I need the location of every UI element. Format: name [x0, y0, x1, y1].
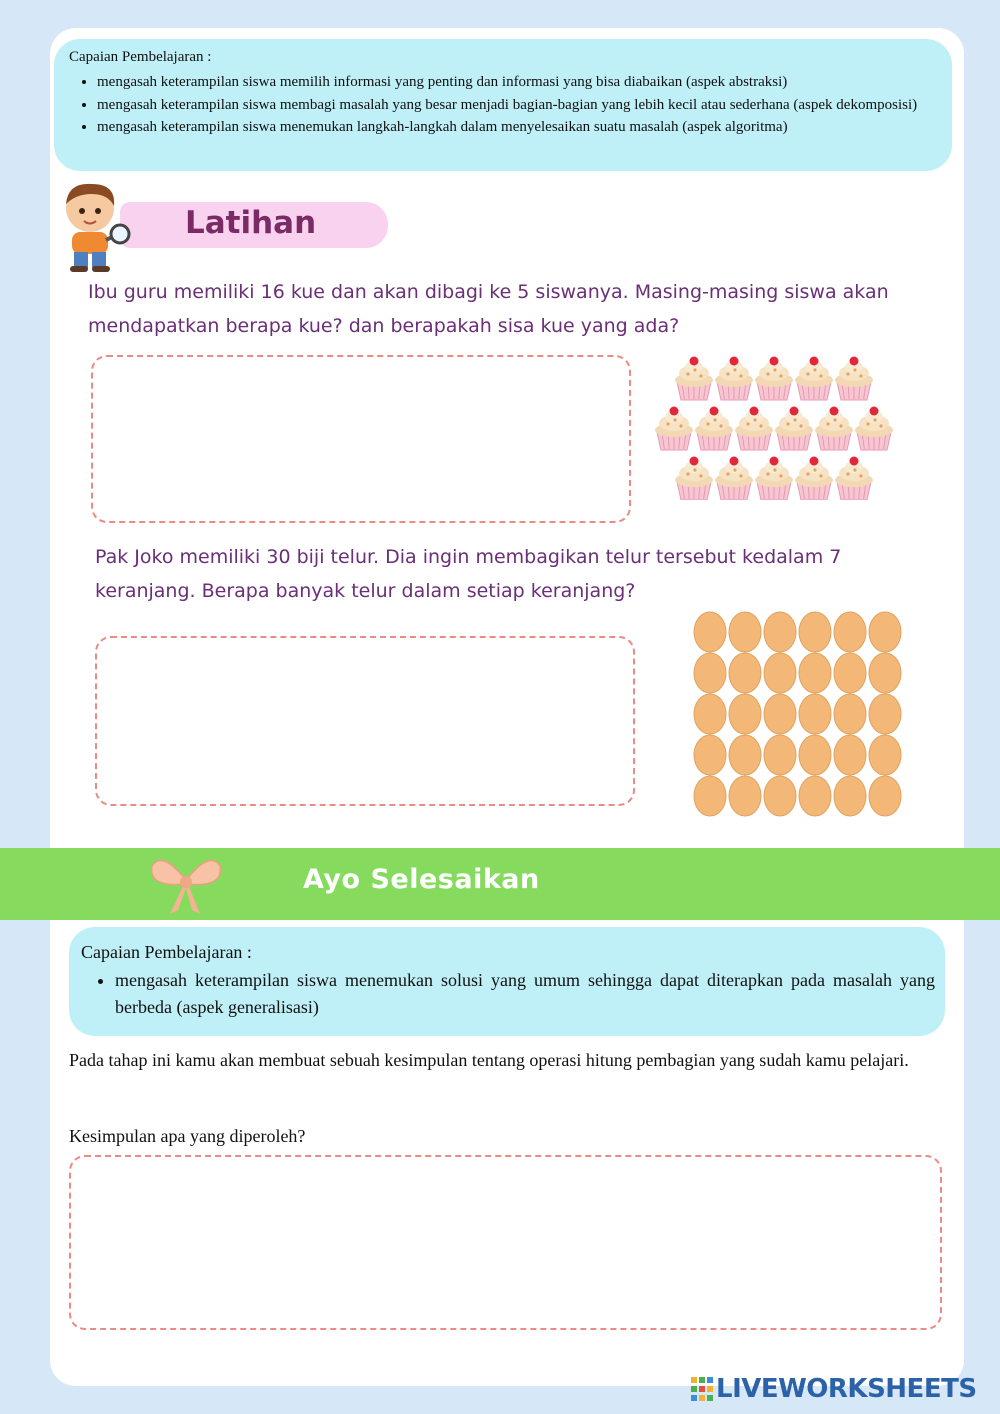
- egg: [834, 735, 866, 775]
- cupcakes-illustration: [652, 348, 897, 500]
- objective-item: • mengasah keterampilan siswa menemukan solusi yang umum sehingga dapat diterapkan pada masalah yang berbeda (aspek generalisasi): [115, 967, 935, 1021]
- cupcake: [855, 407, 893, 451]
- conclusion-question: Kesimpulan apa yang diperoleh?: [69, 1126, 306, 1146]
- boy-magnifier-icon: [48, 178, 132, 274]
- objective-item: • mengasah keterampilan siswa memilih informasi yang penting dan informasi yang bisa diabaikan (aspek abstraksi): [97, 71, 937, 94]
- ayo-selesaikan-title: Ayo Selesaikan: [303, 864, 540, 895]
- egg: [694, 735, 726, 775]
- instruction-paragraph: Pada tahap ini kamu akan membuat sebuah kesimpulan tentang operasi hitung pembagian yang sudah kamu pelajari.: [69, 1050, 909, 1070]
- egg: [694, 694, 726, 734]
- egg: [694, 612, 726, 652]
- question-2: Pak Joko memiliki 30 biji telur. Dia ingin membagikan telur tersebut kedalam 7 keranjang. Berapa banyak telur dalam setiap keranjang?: [95, 546, 842, 602]
- learning-objectives-top: [54, 39, 952, 171]
- cupcake: [655, 407, 693, 451]
- cupcake: [715, 457, 753, 501]
- egg: [799, 694, 831, 734]
- objective-item: • mengasah keterampilan siswa membagi masalah yang besar menjadi bagian-bagian yang lebih kecil atau sederhana (aspek dekomposisi): [97, 94, 937, 117]
- egg: [834, 694, 866, 734]
- cupcake: [835, 457, 873, 501]
- cupcake: [755, 457, 793, 501]
- answer-box-1[interactable]: [91, 355, 631, 523]
- cupcake: [835, 357, 873, 401]
- question-1: Ibu guru memiliki 16 kue dan akan dibagi ke 5 siswanya. Masing-masing siswa akan mendapatkan berapa kue? dan berapakah sisa kue yang ada?: [88, 281, 889, 337]
- egg: [799, 735, 831, 775]
- egg: [869, 776, 901, 816]
- cupcake: [675, 457, 713, 501]
- egg: [869, 735, 901, 775]
- egg: [764, 653, 796, 693]
- objectives-title: Capaian Pembelajaran :: [69, 49, 212, 65]
- egg: [694, 653, 726, 693]
- objectives-list: [81, 71, 937, 139]
- cupcake: [735, 407, 773, 451]
- egg: [729, 735, 761, 775]
- answer-box-2[interactable]: [95, 636, 635, 806]
- egg: [694, 776, 726, 816]
- liveworksheets-logo-icon: [691, 1377, 713, 1401]
- egg: [799, 776, 831, 816]
- egg: [764, 694, 796, 734]
- liveworksheets-logo: [691, 1373, 977, 1405]
- egg: [729, 653, 761, 693]
- egg: [729, 776, 761, 816]
- objective-item: • mengasah keterampilan siswa menemukan langkah-langkah dalam menyelesaikan suatu masalah (aspek algoritma): [97, 116, 937, 139]
- egg: [729, 694, 761, 734]
- cupcake: [795, 457, 833, 501]
- objectives-list: [99, 967, 935, 1021]
- eggs-illustration: [690, 610, 902, 818]
- bow-icon: [148, 848, 224, 918]
- liveworksheets-logo-text: LIVEWORKSHEETS: [716, 1374, 977, 1404]
- egg: [729, 612, 761, 652]
- egg: [869, 612, 901, 652]
- cupcake: [815, 407, 853, 451]
- egg: [764, 776, 796, 816]
- objectives-title: Capaian Pembelajaran :: [81, 942, 252, 962]
- egg: [799, 653, 831, 693]
- egg: [764, 735, 796, 775]
- egg: [834, 612, 866, 652]
- egg: [869, 694, 901, 734]
- conclusion-answer-box[interactable]: [69, 1155, 942, 1330]
- egg: [799, 612, 831, 652]
- egg: [869, 653, 901, 693]
- cupcake: [755, 357, 793, 401]
- egg: [764, 612, 796, 652]
- cupcake: [715, 357, 753, 401]
- cupcake: [675, 357, 713, 401]
- cupcake: [695, 407, 733, 451]
- egg: [834, 776, 866, 816]
- cupcake: [795, 357, 833, 401]
- egg: [834, 653, 866, 693]
- learning-objectives-bottom: [69, 927, 945, 1036]
- cupcake: [775, 407, 813, 451]
- latihan-title: Latihan: [185, 205, 317, 241]
